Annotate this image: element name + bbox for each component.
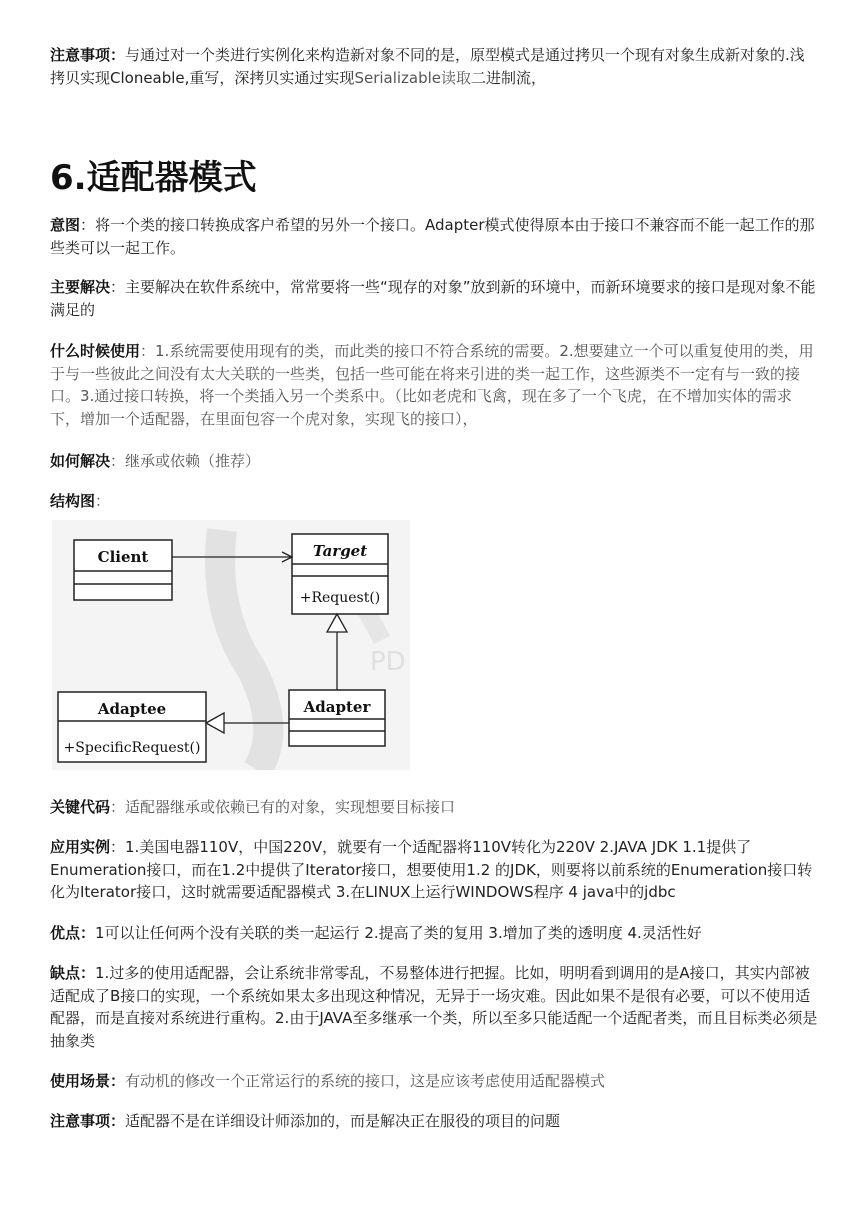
target-method: +Request(): [299, 590, 381, 606]
structure-colon: ：: [95, 492, 111, 510]
prev-note-text-c: 二进制流，: [471, 68, 547, 87]
intent-text: ：将一个类的接口转换成客户希望的另外一个接口。Adapter模式使得原本由于接口不兼容而不能一起工作的那些类可以一起工作。: [50, 216, 815, 257]
client-class-box: [74, 540, 172, 600]
note-paragraph: [50, 1110, 818, 1133]
adapter-class-name: Adapter: [303, 698, 371, 716]
how-label: 如何解决: [50, 452, 111, 470]
how-text: ：继承或依赖（推荐）: [110, 452, 261, 470]
note-text: 适配器不是在详细设计师添加的，而是解决正在服役的项目的问题: [125, 1112, 561, 1130]
intent-paragraph: [50, 214, 818, 259]
prev-note-text-b: Serializable读取: [354, 68, 472, 87]
watermark-text: PD: [370, 647, 406, 677]
when-paragraph: [50, 340, 818, 430]
cons-text: 1.过多的使用适配器，会让系统非常零乱，不易整体进行把握。比如，明明看到调用的是A接口，其实内部被适配成了B接口的实现，一个系统如果太多出现这种情况，无异于一场灾难。因此如果不是很有必要，可以不使用适配器，而是直接对系统进行重构。2.由于JAVA至多继承一个类，所以至多只能适配一个适配者类，而且目标类必须是抽象类: [50, 964, 818, 1050]
when-label: 什么时候使用: [50, 342, 141, 360]
key-code-text: ：适配器继承或依赖已有的对象，实现想要目标接口: [110, 798, 456, 816]
pros-label: 优点：: [50, 924, 96, 942]
adaptee-method: +SpecificRequest(): [63, 740, 201, 756]
structure-paragraph: [50, 490, 818, 513]
cons-paragraph: [50, 962, 818, 1052]
examples-text: ：1.美国电器110V，中国220V，就要有一个适配器将110V转化为220V 2.JAVA JDK 1.1提供了Enumeration接口，而在1.2中提供了Iterator接口，想要使用1.2 的JDK，则要将以前系统的Enumeration接口转化为Iterator接口，这时就需要适配器模式 3.在LINUX上运行WINDOWS程序 4 java中的jdbc: [50, 838, 813, 901]
solves-label: 主要解决: [50, 278, 111, 296]
key-code-label: 关键代码: [50, 798, 111, 816]
examples-label: 应用实例: [50, 838, 111, 856]
solves-text: ：主要解决在软件系统中，常常要将一些“现存的对象”放到新的环境中，而新环境要求的接口是现对象不能满足的: [50, 278, 816, 319]
how-paragraph: [50, 450, 818, 473]
when-text: ：1.系统需要使用现有的类，而此类的接口不符合系统的需要。2.想要建立一个可以重复使用的类，用于与一些彼此之间没有太大关联的一些类，包括一些可能在将来引进的类一起工作，这些源类不一定有与一致的接口。3.通过接口转换，将一个类插入另一个类系中。（比如老虎和飞禽，现在多了一个飞虎，在不增加实体的需求下，增加一个适配器，在里面包容一个虎对象，实现飞的接口），: [50, 342, 814, 428]
usage-label: 使用场景：: [50, 1072, 126, 1090]
pros-paragraph: [50, 922, 818, 945]
adaptee-class-name: Adaptee: [97, 700, 167, 718]
pros-text: 1可以让任何两个没有关联的类一起运行 2.提高了类的复用 3.增加了类的透明度 4.灵活性好: [95, 924, 702, 942]
note-label: 注意事项：: [50, 1112, 126, 1130]
target-class-box: [292, 534, 388, 614]
cons-label: 缺点：: [50, 964, 96, 982]
usage-text: 有动机的修改一个正常运行的系统的接口，这是应该考虑使用适配器模式: [125, 1072, 606, 1090]
adapter-class-box: [289, 690, 385, 746]
section-heading: 6.适配器模式: [50, 158, 257, 198]
prev-note-paragraph: [50, 44, 818, 89]
target-class-name: Target: [312, 542, 368, 560]
usage-paragraph: [50, 1070, 818, 1093]
intent-label: 意图: [50, 216, 81, 234]
prev-note-text-a: 与通过对一个类进行实例化来构造新对象不同的是，原型模式是通过拷贝一个现有对象生成新对象的.浅拷贝实现Cloneable,重写，深拷贝实通过实现: [50, 46, 805, 87]
structure-label: 结构图: [50, 492, 96, 510]
examples-paragraph: [50, 836, 818, 904]
uml-class-diagram: [52, 520, 410, 770]
solves-paragraph: [50, 276, 818, 321]
adaptee-class-box: [58, 692, 206, 762]
key-code-paragraph: [50, 796, 818, 819]
prev-note-label: 注意事项：: [50, 46, 126, 64]
client-class-name: Client: [97, 548, 149, 566]
